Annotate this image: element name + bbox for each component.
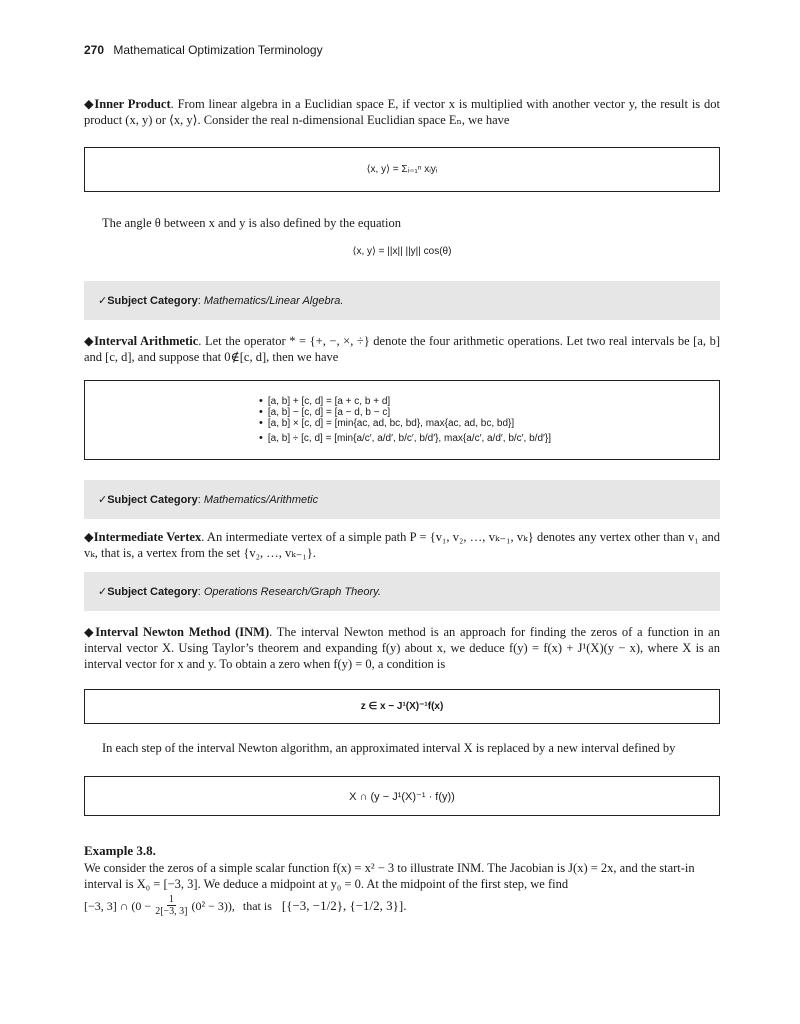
zero-condition-formula: z ∈ x − J¹(X)⁻¹f(x): [360, 701, 444, 712]
diamond-bullet-icon: ◆: [84, 530, 94, 544]
angle-text: The angle θ between x and y is also defined by the equation: [102, 216, 401, 230]
subject-category-bar: ✓Subject Category: Mathematics/Arithmetic: [84, 480, 720, 519]
list-item: • [a, b] − [c, d] = [a − d, b − c]: [259, 407, 551, 418]
diamond-bullet-icon: ◆: [84, 625, 96, 639]
rules-box: [84, 380, 720, 460]
that-is-text: that is: [242, 898, 272, 913]
check-icon: ✓: [98, 586, 108, 598]
check-icon: ✓: [98, 295, 108, 307]
fraction-numerator: 1: [168, 894, 174, 905]
page-header: [84, 43, 323, 57]
calc-prefix: [−3, 3] ∩ (0 −: [84, 898, 152, 913]
entry-text: . The interval Newton method is an approach for finding the zeros of a function in an interval vector X. Using Taylor’s theorem and expanding f(y) about x, we deduce f(y) = f(x) + J¹(X)(y − x), where X is an interval vector for x and y. To obtain a zero when f(y) = 0, a condition is: [84, 625, 720, 671]
subject-label: Subject Category: [107, 295, 198, 307]
calc-result: [{−3, −1/2}, {−1/2, 3}].: [281, 897, 407, 913]
formula-box: [84, 776, 720, 816]
check-icon: ✓: [98, 494, 108, 506]
diamond-bullet-icon: ◆: [84, 97, 95, 111]
step-text: In each step of the interval Newton algorithm, an approximated interval X is replaced by a new interval defined by: [102, 741, 676, 755]
list-item: • [a, b] × [c, d] = [min{ac, ad, bc, bd}, max{ac, ad, bc, bd}]: [259, 418, 551, 429]
subject-label: Subject Category: [107, 586, 198, 598]
subject-label: Subject Category: [107, 494, 198, 506]
entry-text: . Let the operator * = {+, −, ×, ÷} denote the four arithmetic operations. Let two real intervals be [a, b] and [c, d], and suppose that 0∉[c, d], then we have: [84, 334, 720, 364]
example-title: Example 3.8.: [84, 843, 156, 858]
interval-arithmetic-entry: [84, 333, 720, 365]
formula-box: [84, 147, 720, 192]
calc-fraction: [155, 894, 187, 917]
example-line-1: We consider the zeros of a simple scalar function f(x) = x² − 3 to illustrate INM. The Jacobian is J(x) = 2x, and the start-in: [84, 861, 695, 875]
page-number: 270: [84, 43, 105, 57]
subject-category-bar: ✓Subject Category: Operations Research/Graph Theory.: [84, 572, 720, 611]
angle-formula: ⟨x, y⟩ = ||x|| ||y|| cos(θ): [352, 246, 452, 257]
fraction-denominator: 2[−3, 3]: [155, 906, 188, 917]
inner-product-entry: [84, 96, 720, 128]
calc-suffix: (0² − 3)),: [191, 898, 235, 913]
running-title: Mathematical Optimization Terminology: [113, 43, 323, 57]
new-interval-formula: X ∩ (y − J¹(X)⁻¹ · f(y)): [349, 790, 455, 803]
intermediate-vertex-entry: [84, 529, 720, 561]
entry-term: Interval Arithmetic: [94, 334, 199, 348]
interval-rules-list: [259, 396, 551, 444]
entry-term: Interval Newton Method (INM): [95, 625, 270, 639]
list-item: • [a, b] + [c, d] = [a + c, b + d]: [259, 396, 551, 407]
example-line-2: interval is X₀ = [−3, 3]. We deduce a midpoint at y₀ = 0. At the midpoint of the first step, we find: [84, 877, 569, 891]
subject-value: Mathematics/Linear Algebra.: [203, 295, 344, 307]
interval-newton-entry: [84, 624, 720, 672]
entry-text: . From linear algebra in a Euclidian space E, if vector x is multiplied with another vector y, the result is dot product (x, y) or ⟨x, y⟩. Consider the real n-dimensional Euclidian space Eₙ, we have: [84, 97, 720, 127]
formula-box: [84, 689, 720, 724]
diamond-bullet-icon: ◆: [84, 334, 95, 348]
entry-term: Inner Product: [94, 97, 171, 111]
example-calculation: [84, 894, 720, 917]
inner-product-formula: ⟨x, y⟩ = Σᵢ₌₁ⁿ xᵢyᵢ: [366, 164, 438, 175]
entry-text: . An intermediate vertex of a simple path P = {v₁, v₂, …, vₖ₋₁, vₖ} denotes any vertex other than v₁ and vₖ, that is, a vertex from the set {v₂, …, vₖ₋₁}.: [84, 530, 720, 560]
subject-category-bar: ✓Subject Category: Mathematics/Linear Algebra.: [84, 281, 720, 320]
list-item: • [a, b] ÷ [c, d] = [min{a/c′, a/d′, b/c′, b/d′}, max{a/c′, a/d′, b/c′, b/d′}]: [259, 433, 551, 444]
subject-value: Mathematics/Arithmetic: [203, 494, 319, 506]
subject-value: Operations Research/Graph Theory.: [203, 586, 381, 598]
entry-term: Intermediate Vertex: [93, 530, 202, 544]
